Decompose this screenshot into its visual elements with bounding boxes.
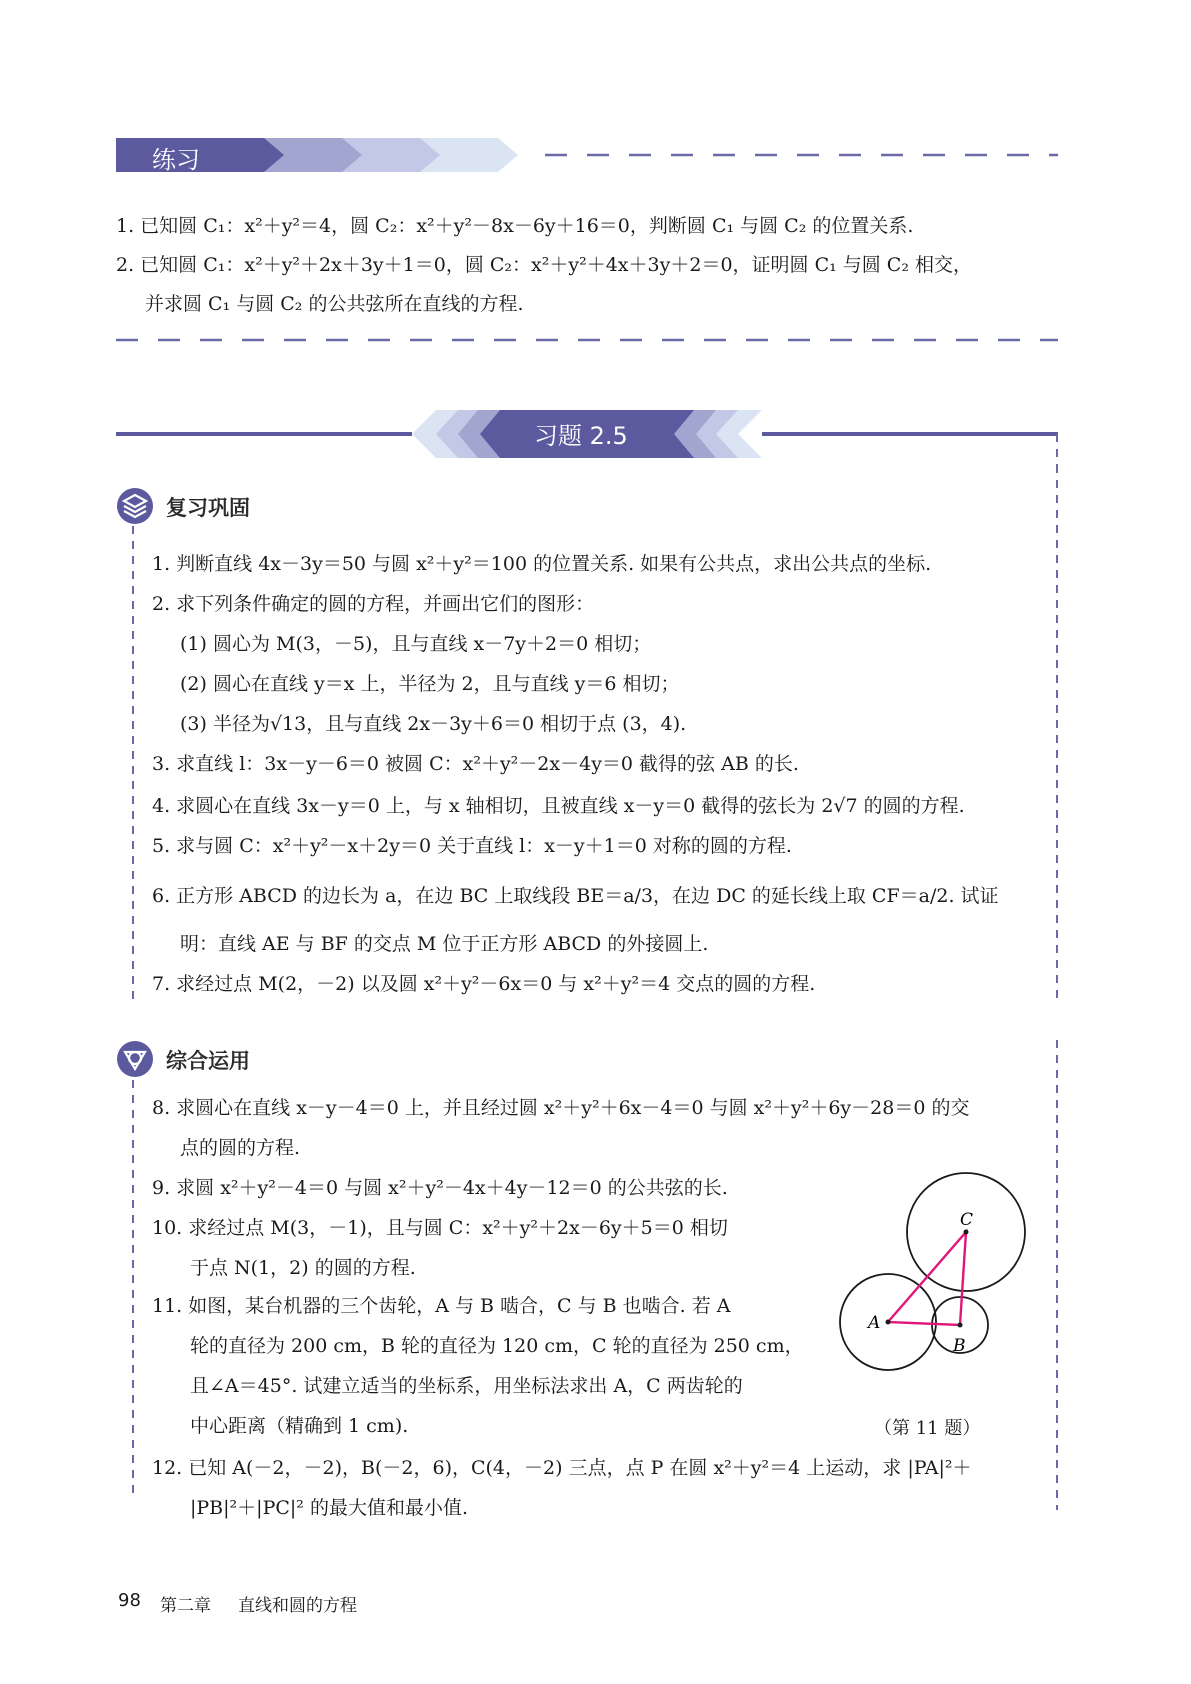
- practice-item-1: 1. 已知圆 C₁：x²＋y²＝4，圆 C₂：x²＋y²－8x－6y＋16＝0，判断圆 C₁ 与圆 C₂ 的位置关系.: [116, 215, 914, 237]
- review-frame-right: [1052, 465, 1062, 1005]
- review-section-title: 复习巩固: [166, 496, 250, 520]
- exercise-title: 习题 2.5: [534, 422, 628, 450]
- application-line-4: 10. 求经过点 M(3，－1)，且与圆 C：x²＋y²＋2x－6y＋5＝0 相切: [152, 1217, 728, 1239]
- footer-chapter: 第二章: [160, 1596, 211, 1616]
- review-line-11: 7. 求经过点 M(2，－2) 以及圆 x²＋y²－6x＝0 与 x²＋y²＝4 交点的圆的方程.: [152, 973, 816, 995]
- application-line-10: 12. 已知 A(－2，－2)，B(－2，6)，C(4，－2) 三点，点 P 在圆 x²＋y²＝4 上运动，求 |PA|²＋: [152, 1457, 972, 1479]
- application-line-3: 9. 求圆 x²＋y²－4＝0 与圆 x²＋y²－4x＋4y－12＝0 的公共弦的长.: [152, 1177, 728, 1199]
- review-line-1: 1. 判断直线 4x－3y＝50 与圆 x²＋y²＝100 的位置关系. 如果有公共点，求出公共点的坐标.: [152, 553, 932, 575]
- gear-label-b: B: [953, 1336, 966, 1356]
- gear-label-a: A: [868, 1313, 881, 1333]
- review-line-7: 4. 求圆心在直线 3x－y＝0 上，与 x 轴相切，且被直线 x－y＝0 截得的弦长为 2√7 的圆的方程.: [152, 795, 965, 817]
- application-line-7: 轮的直径为 200 cm，B 轮的直径为 120 cm，C 轮的直径为 250 cm，: [190, 1335, 804, 1357]
- review-line-6: 3. 求直线 l：3x－y－6＝0 被圆 C：x²＋y²－2x－4y＝0 截得的弦 AB 的长.: [152, 753, 799, 775]
- review-line-9: 6. 正方形 ABCD 的边长为 a，在边 BC 上取线段 BE＝a/3，在边 DC 的延长线上取 CF＝a/2. 试证: [152, 885, 999, 907]
- application-line-8: 且∠A＝45°. 试建立适当的坐标系，用坐标法求出 A，C 两齿轮的: [190, 1375, 743, 1397]
- application-line-2: 点的圆的方程.: [180, 1137, 301, 1159]
- gear-label-c: C: [960, 1210, 974, 1230]
- practice-item-2-cont: 并求圆 C₁ 与圆 C₂ 的公共弦所在直线的方程.: [145, 293, 524, 315]
- gears-figure: [820, 1170, 1040, 1410]
- figure-caption: （第 11 题）: [874, 1418, 981, 1439]
- page-number: 98: [118, 1590, 141, 1611]
- review-frame-left: [128, 526, 138, 1002]
- practice-title: 练习: [152, 146, 200, 174]
- review-line-10: 明：直线 AE 与 BF 的交点 M 位于正方形 ABCD 的外接圆上.: [180, 933, 709, 955]
- application-line-9: 中心距离（精确到 1 cm).: [190, 1415, 409, 1437]
- footer-chapter-title: 直线和圆的方程: [238, 1596, 357, 1616]
- application-line-5: 于点 N(1，2) 的圆的方程.: [190, 1257, 416, 1279]
- practice-bottom-divider: [0, 335, 1191, 345]
- application-frame-left: [128, 1080, 138, 1500]
- integrate-icon: [115, 1039, 155, 1079]
- application-line-11: |PB|²＋|PC|² 的最大值和最小值.: [190, 1497, 468, 1519]
- gear-center-triangle: [888, 1232, 966, 1325]
- application-section-title: 综合运用: [166, 1049, 250, 1073]
- review-line-4: (2) 圆心在直线 y＝x 上，半径为 2，且与直线 y＝6 相切；: [180, 673, 680, 695]
- review-line-5: (3) 半径为√13，且与直线 2x－3y＋6＝0 相切于点 (3，4).: [180, 713, 687, 735]
- review-line-3: (1) 圆心为 M(3，－5)，且与直线 x－7y＋2＝0 相切；: [180, 633, 652, 655]
- practice-item-2: 2. 已知圆 C₁：x²＋y²＋2x＋3y＋1＝0，圆 C₂：x²＋y²＋4x＋3y＋2＝0，证明圆 C₁ 与圆 C₂ 相交，: [116, 254, 972, 276]
- application-frame-right: [1052, 1040, 1062, 1510]
- review-line-2: 2. 求下列条件确定的圆的方程，并画出它们的图形：: [152, 593, 595, 615]
- application-line-6: 11. 如图，某台机器的三个齿轮，A 与 B 啮合，C 与 B 也啮合. 若 A: [152, 1295, 731, 1317]
- review-line-8: 5. 求与圆 C：x²＋y²－x＋2y＝0 关于直线 l：x－y＋1＝0 对称的圆的方程.: [152, 835, 792, 857]
- layers-icon: [115, 486, 155, 526]
- application-line-1: 8. 求圆心在直线 x－y－4＝0 上，并且经过圆 x²＋y²＋6x－4＝0 与圆 x²＋y²＋6y－28＝0 的交: [152, 1097, 970, 1119]
